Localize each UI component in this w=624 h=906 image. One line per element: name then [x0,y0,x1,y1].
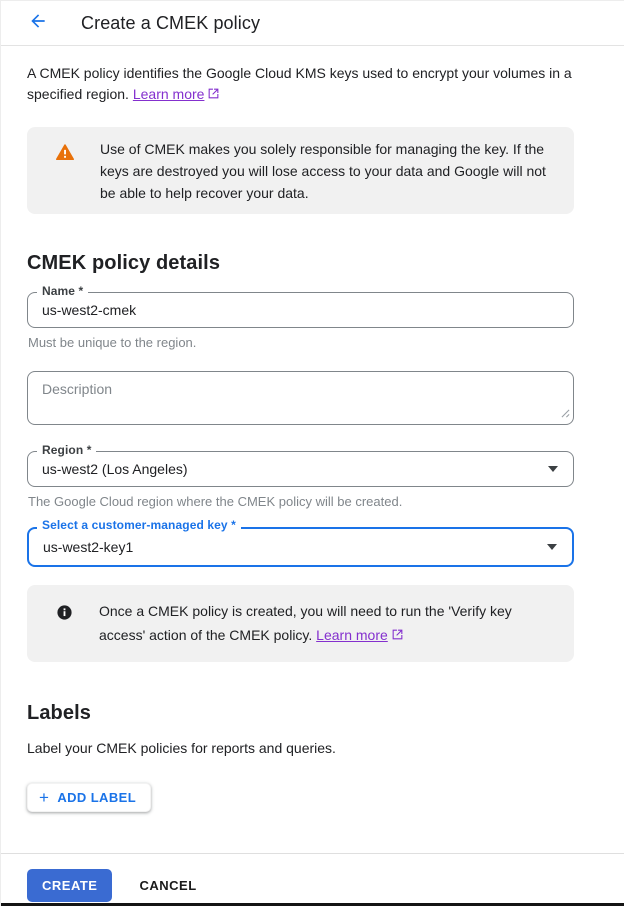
name-helper-text: Must be unique to the region. [28,335,197,350]
dropdown-arrow-icon [548,466,558,472]
back-arrow-icon [28,11,48,36]
cancel-button[interactable]: CANCEL [125,869,210,902]
plus-icon: + [39,788,50,807]
add-label-button-text: ADD LABEL [57,790,137,805]
name-input[interactable] [28,293,573,327]
external-link-icon [207,85,220,106]
add-label-button[interactable] [27,783,151,812]
info-banner [27,585,574,662]
dropdown-arrow-icon [547,544,557,550]
description-field [27,371,574,430]
key-field-label: Select a customer-managed key * [37,518,241,532]
warning-icon [56,144,74,166]
key-selected-value: us-west2-key1 [43,539,134,555]
info-icon [56,604,73,626]
warning-banner [27,127,574,214]
region-helper-text: The Google Cloud region where the CMEK policy will be created. [28,494,403,509]
description-input[interactable] [27,371,574,425]
region-select[interactable] [27,451,574,487]
region-field-label: Region * [37,443,96,457]
details-heading: CMEK policy details [27,252,221,274]
page-title: Create a CMEK policy [81,12,261,33]
key-field [27,518,574,567]
key-select[interactable] [27,527,574,567]
info-text: Once a CMEK policy is created, you will need to run the 'Verify key access' action of the CMEK policy. Learn more [99,599,554,648]
page-header [1,1,624,46]
name-field [27,284,574,328]
region-selected-value: us-west2 (Los Angeles) [42,461,188,477]
intro-text: A CMEK policy identifies the Google Cloud KMS keys used to encrypt your volumes in a specified region. Learn more [27,63,574,106]
labels-heading: Labels [27,702,91,724]
footer-action-bar [1,853,624,902]
form-content [1,46,624,853]
create-button[interactable]: CREATE [27,869,112,902]
external-link-icon [391,624,404,648]
name-field-label: Name * [37,284,88,298]
labels-caption: Label your CMEK policies for reports and queries. [27,740,336,756]
intro-learn-more-link[interactable]: Learn more [132,86,205,102]
info-learn-more-link[interactable]: Learn more [316,627,388,643]
back-button[interactable] [26,11,50,35]
region-field [27,443,574,487]
warning-text: Use of CMEK makes you solely responsible for managing the key. If the keys are destroyed you will lose access to your data and Google will not be able to help recover your data. [100,141,546,201]
